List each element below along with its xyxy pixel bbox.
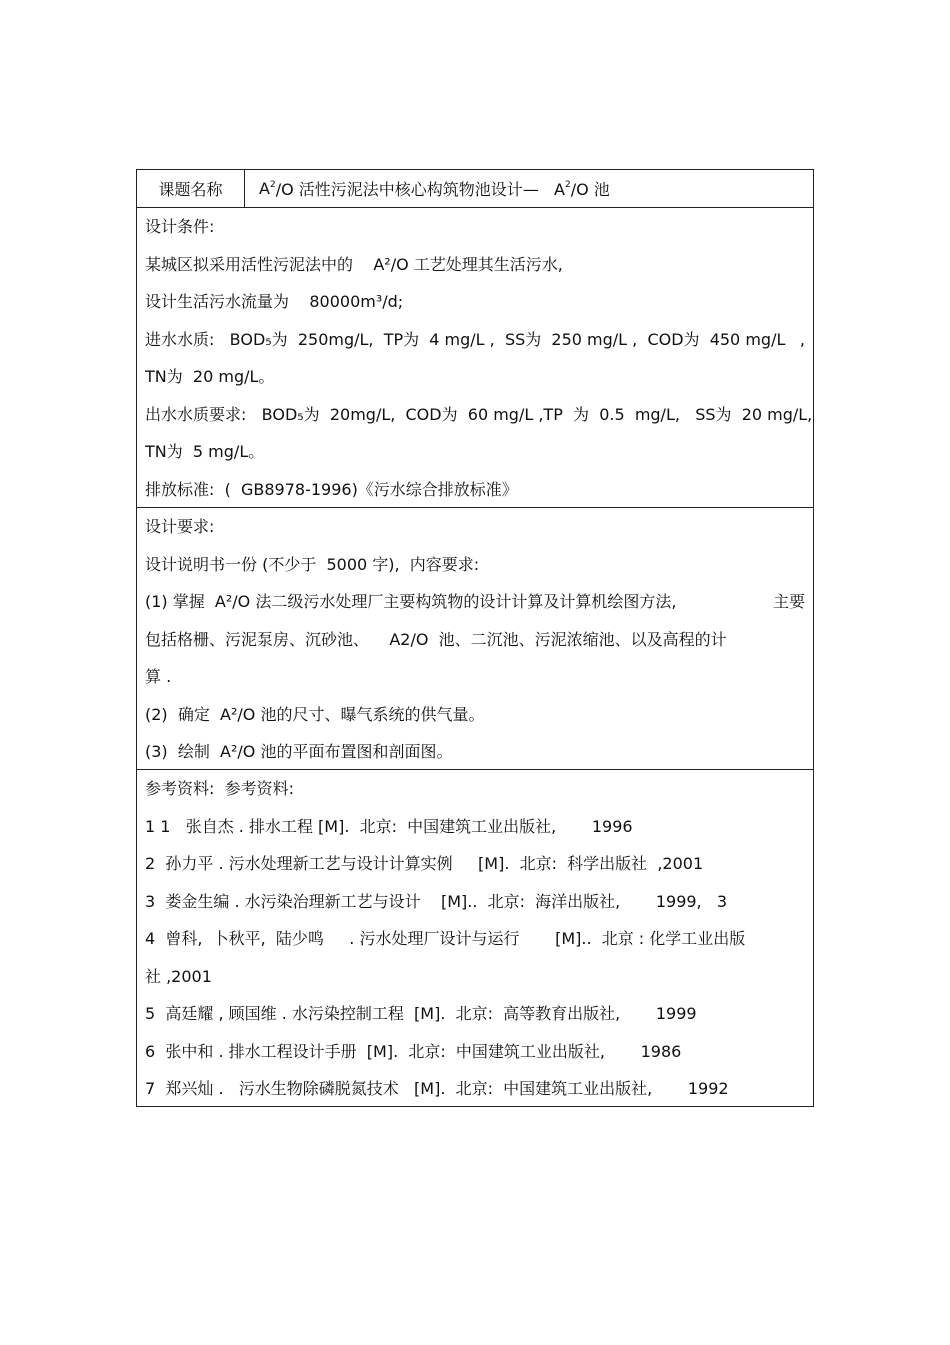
requirements-heading: 设计要求:: [145, 517, 215, 536]
requirements-line-3: 包括格栅、污泥泵房、沉砂池、 A2/O 池、二沉池、污泥浓缩池、以及高程的计: [145, 629, 727, 649]
title-sup-1: 2: [269, 179, 276, 190]
requirements-line-2-end: 主要: [772, 592, 805, 611]
requirements-line-6: (3) 绘制 A²/O 池的平面布置图和剖面图。: [145, 742, 453, 761]
conditions-line-3-end: ,: [799, 329, 805, 349]
reference-item: 1 1 张自杰 . 排水工程 [M]. 北京: 中国建筑工业出版社, 1996: [145, 816, 633, 836]
reference-item: 5 高廷耀 , 顾国维 . 水污染控制工程 [M]. 北京: 高等教育出版社, 1999: [145, 1004, 697, 1023]
references-heading: 参考资料: 参考资料:: [145, 779, 294, 798]
title-label: 课题名称: [137, 170, 245, 207]
reference-item: 3 娄金生编 . 水污染治理新工艺与设计 [M].. 北京: 海洋出版社, 1999, 3: [145, 891, 728, 911]
conditions-line-4: TN为 20 mg/L。: [145, 367, 275, 386]
title-value: [245, 170, 813, 207]
reference-item: 2 孙力平 . 污水处理新工艺与设计计算实例 [M]. 北京: 科学出版社 ,2001: [145, 854, 704, 873]
conditions-line-7: 排放标准: ( GB8978-1996)《污水综合排放标准》: [145, 479, 518, 499]
reference-item: 7 郑兴灿 . 污水生物除磷脱氮技术 [M]. 北京: 中国建筑工业出版社, 1992: [145, 1079, 729, 1098]
title-part-a: A: [259, 179, 270, 198]
conditions-line-6: TN为 5 mg/L。: [145, 442, 265, 461]
title-sup-2: 2: [564, 179, 571, 190]
conditions-line-5: 出水水质要求: BOD₅为 20mg/L, COD为 60 mg/L ,TP 为 0.5 mg/L, SS为 20 mg/L,: [145, 404, 813, 424]
reference-item: 社 ,2001: [145, 966, 212, 986]
conditions-line-3: [145, 321, 805, 359]
requirements-line-2-main: (1) 掌握 A²/O 法二级污水处理厂主要构筑物的设计计算及计算机绘图方法,: [145, 592, 677, 611]
title-row: [137, 170, 813, 208]
design-conditions-section: [137, 208, 813, 508]
title-part-b: /O 活性污泥法中核心构筑物池设计— A: [275, 180, 565, 199]
assignment-table: [136, 169, 814, 1107]
requirements-line-5: (2) 确定 A²/O 池的尺寸、曝气系统的供气量。: [145, 704, 485, 724]
title-part-c: /O 池: [570, 180, 610, 199]
references-section: [137, 770, 813, 1106]
reference-item: 6 张中和 . 排水工程设计手册 [M]. 北京: 中国建筑工业出版社, 1986: [145, 1041, 682, 1061]
reference-item: 4 曾科, 卜秋平, 陆少鸣 . 污水处理厂设计与运行 [M].. 北京 : 化学工业出版: [145, 929, 746, 948]
requirements-line-1: 设计说明书一份 (不少于 5000 字), 内容要求:: [145, 554, 480, 574]
conditions-heading: 设计条件:: [145, 217, 215, 236]
conditions-line-3-main: 进水水质: BOD₅为 250mg/L, TP为 4 mg/L , SS为 250 mg/L , COD为 450 mg/L: [145, 329, 786, 349]
requirements-line-2: [145, 583, 805, 621]
conditions-line-2: 设计生活污水流量为 80000m³/d;: [145, 292, 404, 311]
conditions-line-1: 某城区拟采用活性污泥法中的 A²/O 工艺处理其生活污水,: [145, 254, 563, 274]
design-requirements-section: [137, 508, 813, 770]
requirements-line-4: 算 .: [145, 667, 172, 686]
